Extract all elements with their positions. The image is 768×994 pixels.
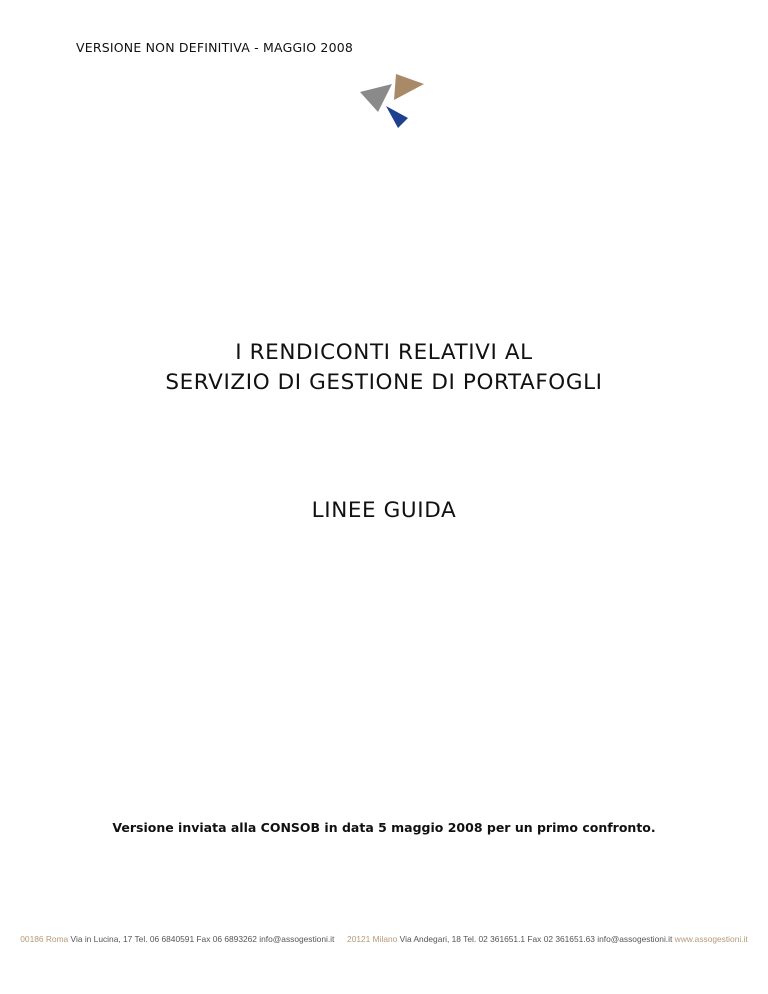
document-title bbox=[0, 338, 768, 398]
document-subtitle: LINEE GUIDA bbox=[311, 498, 457, 523]
logo-blue-triangle bbox=[386, 106, 408, 128]
footer-website: www.assogestioni.it bbox=[674, 934, 748, 944]
footer-milan-address: Via Andegari, 18 Tel. 02 361651.1 Fax 02 361651.63 info@assogestioni.it bbox=[399, 934, 673, 944]
title-line-2: SERVIZIO DI GESTIONE DI PORTAFOGLI bbox=[165, 370, 603, 395]
title-line-1: I RENDICONTI RELATIVI AL bbox=[235, 340, 533, 365]
footer-rome-city: 00186 Roma bbox=[20, 934, 69, 944]
header-note: VERSIONE NON DEFINITIVA - MAGGIO 2008 bbox=[76, 40, 354, 55]
assogestioni-logo bbox=[358, 72, 428, 130]
page-footer bbox=[0, 934, 768, 944]
version-note: Versione inviata alla CONSOB in data 5 maggio 2008 per un primo confronto. bbox=[112, 820, 656, 835]
footer-rome-address: Via in Lucina, 17 Tel. 06 6840591 Fax 06 6893262 info@assogestioni.it bbox=[70, 934, 335, 944]
logo-bronze-triangle bbox=[394, 74, 424, 100]
footer-milan-city: 20121 Milano bbox=[347, 934, 398, 944]
